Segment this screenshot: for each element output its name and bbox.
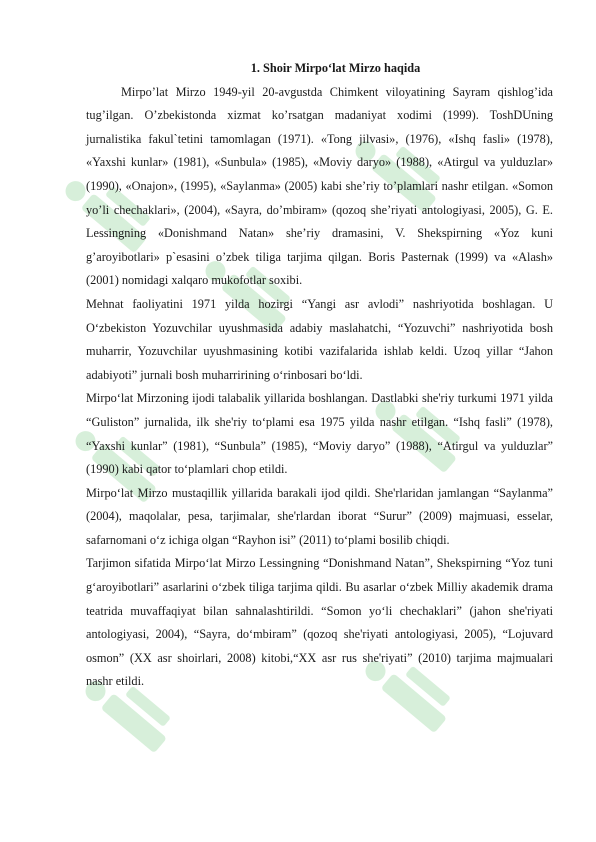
paragraph-early-work: Mirpo‘lat Mirzoning ijodi talabalik yillarida boshlangan. Dastlabki she'riy turkumi 1971 yilda “Guliston” jurnalida, ilk she'riy to‘plami esa 1975 yilda nashr etilgan. “Ishq fasli” (1978), “Yaxshi kunlar” (1981), “Sunbula” (1985), “Moviy daryo” (1988), “Atirgul va yulduzlar” (1990) kabi qator to‘plamlari chop etildi. <box>86 391 553 477</box>
document-body <box>86 57 553 694</box>
section-title: 1. Shoir Mirpo‘lat Mirzo haqida <box>250 61 421 75</box>
paragraph-independence-years: Mirpo‘lat Mirzo mustaqillik yillarida barakali ijod qildi. She'rlaridan jamlangan “Saylanma” (2004), maqolalar, pesa, tarjimalar, she'rlardan iborat “Surur” (2009) majmuasi, esselar, safarnomani o‘z ichiga olgan “Rayhon isi” (2011) to‘plami bosilib chiqdi. <box>86 485 553 547</box>
paragraph-biography: Mirpo’lat Mirzo 1949-yil 20-avgustda Chimkent viloyatining Sayram qishlog’ida tug’ilgan. O’zbekistonda xizmat ko’rsatgan madaniyat xodimi (1999). ToshDUning jurnalistika fakul`tetini tamomlagan (1971). «Tong jilvasi», (1976), «Ishq fasli» (1978), «Yaxshi kunlar» (1981), «Sunbula» (1985), «Moviy daryo» (1988), «Atirgul va yulduzlar» (1990), «Onajon», (1995), «Saylanma» (2005) kabi she’riy to’plamlari nashr etilgan. «Somon yo’li chechaklari», (2004), «Sayra, do’mbiram» (qozoq she’riyati antologiyasi, 2005), G. E. Lessingning «Donishmand Natan» she’riy dramasini, V. Shekspirning «Yoz kuni g’aroyibotlari» p`esasini o’zbek tiliga tarjima qilgan. Boris Pasternak (1999) va «Alash» (2001) nomidagi xalqaro mukofotlar soxibi. <box>86 84 553 288</box>
paragraph-translations: Tarjimon sifatida Mirpo‘lat Mirzo Lessingning “Donishmand Natan”, Shekspirning “Yoz tuni g‘aroyibotlari” asarlarini o‘zbek tiliga tarjima qildi. Bu asarlar o‘zbek Milliy akademik drama teatrida muvaffaqiyat bilan sahnalashtirildi. “Somon yo‘li chechaklari” (jahon she'riyati antologiyasi, 2004), “Sayra, do‘mbiram” (qozoq she'riyati antologiyasi, 2005), “Lojuvard osmon” (XX asr shoirlari, 2008) kitobi,“XX asr rus she'riyati” (2010) tarjima majmualari nashr etildi. <box>86 556 553 689</box>
paragraph-career: Mehnat faoliyatini 1971 yilda hozirgi “Yangi asr avlodi” nashriyotida boshlagan. U O‘zbekiston Yozuvchilar uyushmasida adabiy maslahatchi, “Yozuvchi” nashriyotida bosh muharrir, Yozuvchilar uyushmasining kotibi vazifalarida ishlab keldi. Uzoq yillar “Jahon adabiyoti” jurnali bosh muharririning o‘rinbosari bo‘ldi. <box>86 296 553 382</box>
